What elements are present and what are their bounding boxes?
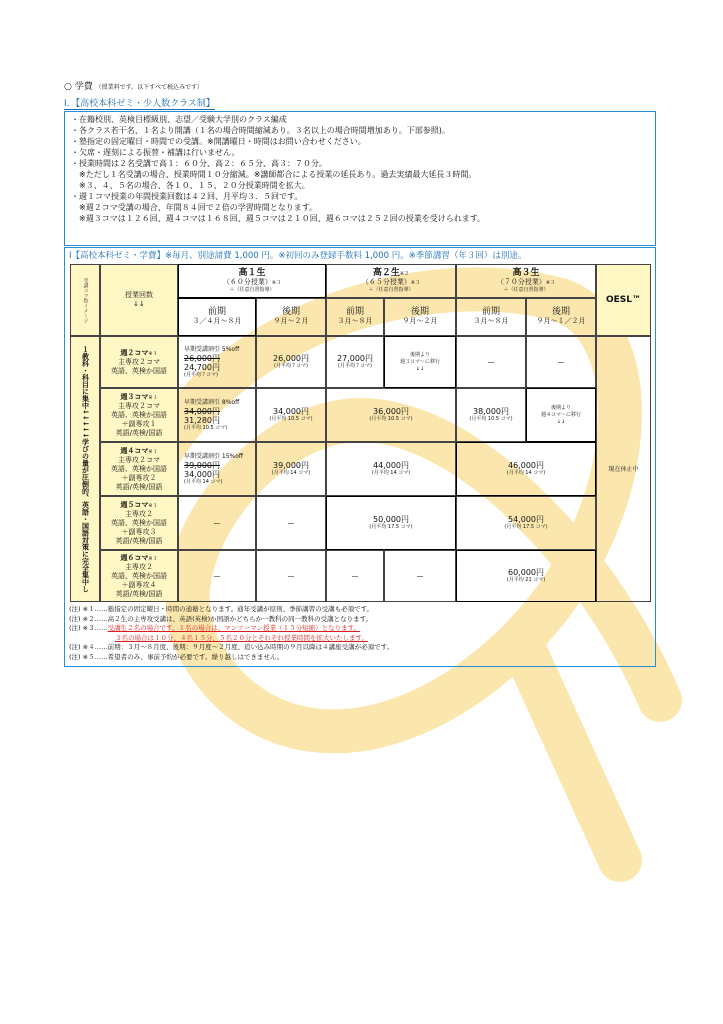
r2-g1-early: 早期受講割引 8%off 34,000円 31,280円 (月平均 10.5 コマ) <box>178 388 256 442</box>
oesl-status: 現在休止中 <box>596 336 651 602</box>
r3-g2: 44,000円 (月平均 14 コマ) <box>326 442 456 496</box>
r2-g3-late: 後期より 週４コマ〜に移行 ↓↓ <box>526 388 596 442</box>
side-label: 受講コマ数イメージ <box>82 277 89 323</box>
table-title: Ⅰ【高校本科ゼミ・学費】※毎月、別途諸費 1,000 円。※初回のみ登録手数料 1,000 円。※季節講習（年３回）は別途。 <box>69 251 527 261</box>
grade1-note: ＋（任意自習指導） <box>229 286 275 293</box>
info-line: ・欠席・遅刻による振替・補講は行いません。 <box>71 148 240 157</box>
g1-early-header: 前期 ３／４月〜８月 <box>178 298 256 336</box>
r2-g3-early: 38,000円 (月平均 10.5 コマ) <box>456 388 526 442</box>
g1-late-header: 後期 ９月〜２月 <box>256 298 326 336</box>
g3-early-header: 前期 ３月〜８月 <box>456 298 526 336</box>
heading-title: 学費 <box>74 82 93 92</box>
r4-g2: 50,000円 (月平均 17.5 コマ) <box>326 496 456 550</box>
info-line: ※週３コマは１２６回、週４コマは１６８回、週５コマは２１０回、週６コマは２５２回の授業を受けられます。 <box>71 214 486 223</box>
grade2-sub: （６５分授業） <box>361 277 411 286</box>
info-line: ・授業時間は２名受講で高１：６０分、高２：６５分、高３：７０分。 <box>71 159 327 168</box>
grade2-name: 高２生 <box>372 267 400 278</box>
grade3-name: 高３生 <box>512 267 540 278</box>
r3-g3: 46,000円 (月平均 14 コマ) <box>456 442 596 496</box>
note-line: (注) ※５……希望者のみ、事前予約が必要です。繰り越しはできません。 <box>69 652 284 661</box>
oesl-label: OESL™ <box>605 294 641 305</box>
r2-g1-late: 34,000円 (月平均 10.5 コマ) <box>256 388 326 442</box>
g3-late-header: 後期 ９月〜１／２月 <box>526 298 596 336</box>
row-label-5: 週５コマ※１ 主専攻２ 英語、英検か国語 ＋副専攻３ 英語/英検/国語 <box>100 496 178 550</box>
grade3-note: ＋（任意自習指導） <box>503 286 549 293</box>
r1-g3-late: — <box>526 336 596 388</box>
info-line: ※ただし１名受講の場合、授業時間１０分縮減。※講師都合による授業の延長あり。過去実績最大延長３時間。 <box>71 170 477 179</box>
r3-g1-late: 39,000円 (月平均 14 コマ) <box>256 442 326 496</box>
r4-g1-early: — <box>178 496 256 550</box>
grade3-header <box>456 264 596 298</box>
count-label: 授業回数 <box>125 291 153 299</box>
grade2-ref: ※３ <box>410 279 421 286</box>
grade3-ref: ※３ <box>545 279 556 286</box>
circle-mark: ○ <box>64 82 72 92</box>
r3-g1-early: 早期受講割引 15%off 39,000円 34,000円 (月平均 14 コマ) <box>178 442 256 496</box>
row-label-2: 週２コマ※１ 主専攻２コマ 英語、英検か国語 <box>100 336 178 388</box>
oesl-header <box>596 264 651 336</box>
g2-early-header: 前期 ３月〜８月 <box>326 298 384 336</box>
count-arrows: ↓↓ <box>133 300 145 308</box>
r4-g1-late: — <box>256 496 326 550</box>
grade1-header <box>178 264 326 298</box>
page-heading <box>64 79 203 92</box>
note-line: ３名の場合は１０分、４名１５分、５名２０分とそれぞれ授業時間を拡大いたします。 <box>115 633 368 642</box>
r5-g1-early: — <box>178 550 256 602</box>
r1-g1-late: 26,000円 (月平均７コマ) <box>256 336 326 388</box>
r1-g1-early: 早期受講割引 5%off 26,000円 24,700円 (月平均７コマ) <box>178 336 256 388</box>
grade1-sub: （６０分授業） <box>222 277 272 286</box>
r5-g2-late: — <box>384 550 456 602</box>
r5-g3: 60,000円 (月平均 21 コマ) <box>456 550 596 602</box>
r1-g2-early: 27,000円 (月平均７コマ) <box>326 336 384 388</box>
r1-g2-late: 後期より 週３コマ〜に移行 ↓↓ <box>384 336 456 388</box>
info-line: ※週２コマ受講の場合、年間８４回で２倍の学習時間となります。 <box>71 203 318 212</box>
info-line: ※３、４、５名の場合、各１０、１５、２０分授業時間を拡大。 <box>71 181 310 190</box>
row-label-3: 週３コマ※１ 主専攻２コマ 英語、英検か国語 ＋副専攻１ 英語/英検/国語 <box>100 388 178 442</box>
note-line: (注) ※１……塾指定の固定曜日・時間の通塾となります。通年受講が原則、季節講習の受講も必須です。 <box>69 605 374 613</box>
grade2-note: ＋（任意自習指導） <box>368 286 414 293</box>
grade2-header <box>326 264 456 298</box>
row-label-6: 週６コマ※１ 主専攻２ 英語、英検か国語 ＋副専攻４ 英語/英検/国語 <box>100 550 178 602</box>
grade1-name: 高１生 <box>238 267 266 278</box>
grade3-sub: （７０分授業） <box>496 277 546 286</box>
r2-g2: 36,000円 (月平均 10.5 コマ) <box>326 388 456 442</box>
g2-late-header: 後期 ９月〜２月 <box>384 298 456 336</box>
info-line: ・塾指定の固定曜日・時間での受講。※開講曜日・時間はお問い合わせください。 <box>71 137 366 146</box>
info-box <box>64 111 656 246</box>
note-line: (注) ※２……高２生の主専攻受講は、英語(英検)か国語かどちらか一教科の同一教科の受講となります。 <box>69 614 373 623</box>
section-title-text: Ⅰ．【高校本科ゼミ・少人数クラス制】 <box>64 99 215 109</box>
info-line: ・在籍校別、英検目標級別、志望／受験大学別のクラス編成 <box>71 115 287 124</box>
side-vertical-cell <box>70 336 100 602</box>
note-line: (注) ※３……受講生２名の場合です。１名の場合は、マンツーマン授業（１５分短縮）となります。 <box>69 624 361 633</box>
side-vertical-text: １教科・科目に集中↓↓↓↓↓学びの量が圧倒的、英語・国語対策に完全集中し <box>81 345 90 593</box>
note-line: (注) ※４……前期：３月〜８月度、後期：９月度〜２月度、追い込み時期の９月以降は４講座受講が必須です。 <box>69 643 394 652</box>
r1-g3-early: — <box>456 336 526 388</box>
fee-table-box <box>64 247 656 667</box>
info-line: ・各クラス若干名、１名より開講（１名の場合時間縮減あり。３名以上の場合時間増加あり。下部参照)。 <box>71 126 450 135</box>
notes <box>69 605 393 663</box>
side-label-cell <box>70 264 100 336</box>
r5-g2-early: — <box>326 550 384 602</box>
grade1-ref: ※３ <box>271 279 282 286</box>
r5-g1-late: — <box>256 550 326 602</box>
section-title <box>64 96 215 109</box>
info-line: ・週１コマ授業の年間授業回数は４２回、月平均３．５回です。 <box>71 192 303 201</box>
row-label-4: 週４コマ※１ 主専攻２コマ 英語、英検か国語 ＋副専攻２ 英語/英検/国語 <box>100 442 178 496</box>
r4-g3: 54,000円 (月平均 17.5 コマ) <box>456 496 596 550</box>
count-header <box>100 264 178 336</box>
grade2-ref2: ※２ <box>399 270 410 277</box>
heading-note: （授業料です。以下すべて税込みです） <box>95 84 204 91</box>
